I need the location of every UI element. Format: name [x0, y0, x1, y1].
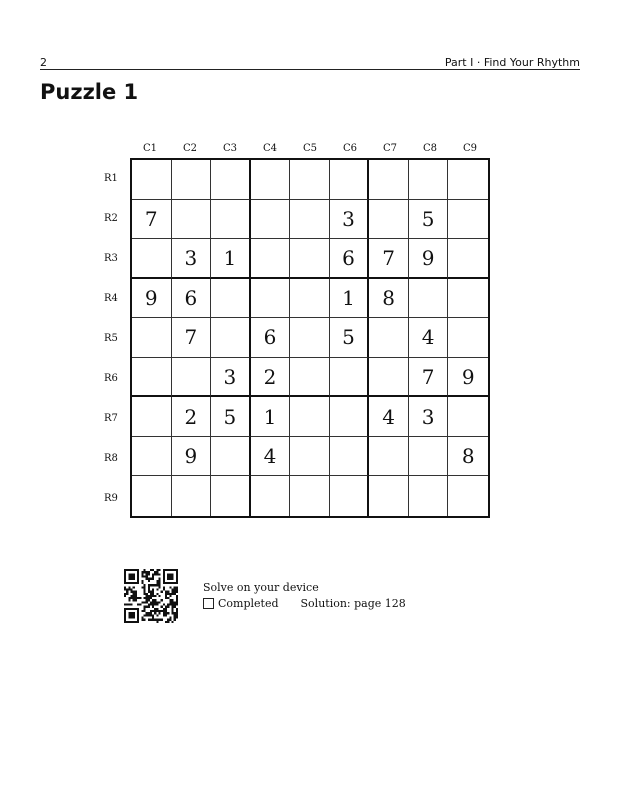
empty-cell[interactable]	[448, 200, 488, 240]
given-cell[interactable]: 5	[409, 200, 449, 240]
puzzle-title: Puzzle 1	[40, 80, 139, 104]
empty-cell[interactable]	[290, 476, 330, 516]
column-label: C9	[462, 143, 477, 154]
given-cell[interactable]: 3	[409, 397, 449, 437]
given-cell[interactable]: 5	[330, 318, 370, 358]
completed-checkbox[interactable]	[203, 598, 214, 609]
empty-cell[interactable]	[290, 239, 330, 279]
empty-cell[interactable]	[251, 239, 291, 279]
empty-cell[interactable]	[132, 397, 172, 437]
empty-cell[interactable]	[330, 437, 370, 477]
empty-cell[interactable]	[251, 279, 291, 319]
empty-cell[interactable]	[290, 160, 330, 200]
qr-code-icon	[124, 569, 178, 623]
row-labels	[104, 158, 130, 518]
given-cell[interactable]: 7	[409, 358, 449, 398]
empty-cell[interactable]	[172, 160, 212, 200]
given-cell[interactable]: 5	[211, 397, 251, 437]
column-label: C1	[142, 143, 157, 154]
given-cell[interactable]: 3	[172, 239, 212, 279]
empty-cell[interactable]	[448, 318, 488, 358]
empty-cell[interactable]	[290, 318, 330, 358]
given-cell[interactable]: 8	[448, 437, 488, 477]
header-rule	[40, 69, 580, 70]
given-cell[interactable]: 2	[251, 358, 291, 398]
row-label: R3	[104, 252, 118, 264]
empty-cell[interactable]	[211, 160, 251, 200]
empty-cell[interactable]	[132, 160, 172, 200]
empty-cell[interactable]	[448, 397, 488, 437]
row-label: R7	[104, 412, 118, 424]
empty-cell[interactable]	[132, 476, 172, 516]
empty-cell[interactable]	[369, 318, 409, 358]
given-cell[interactable]: 7	[132, 200, 172, 240]
given-cell[interactable]: 7	[369, 239, 409, 279]
empty-cell[interactable]	[369, 358, 409, 398]
column-label: C5	[302, 143, 317, 154]
row-label: R2	[104, 212, 118, 224]
column-label: C6	[342, 143, 357, 154]
column-label: C8	[422, 143, 437, 154]
footer-status-line	[203, 597, 406, 610]
empty-cell[interactable]	[290, 358, 330, 398]
row-label: R8	[104, 452, 118, 464]
given-cell[interactable]: 9	[172, 437, 212, 477]
empty-cell[interactable]	[369, 437, 409, 477]
empty-cell[interactable]	[132, 318, 172, 358]
empty-cell[interactable]	[132, 437, 172, 477]
empty-cell[interactable]	[330, 397, 370, 437]
row-label: R5	[104, 332, 118, 344]
empty-cell[interactable]	[409, 160, 449, 200]
empty-cell[interactable]	[211, 476, 251, 516]
empty-cell[interactable]	[409, 279, 449, 319]
given-cell[interactable]: 1	[251, 397, 291, 437]
empty-cell[interactable]	[251, 476, 291, 516]
empty-cell[interactable]	[172, 476, 212, 516]
given-cell[interactable]: 6	[330, 239, 370, 279]
row-label: R6	[104, 372, 118, 384]
empty-cell[interactable]	[251, 200, 291, 240]
empty-cell[interactable]	[330, 160, 370, 200]
empty-cell[interactable]	[132, 358, 172, 398]
given-cell[interactable]: 2	[172, 397, 212, 437]
given-cell[interactable]: 4	[409, 318, 449, 358]
column-label: C4	[262, 143, 277, 154]
column-label: C3	[222, 143, 237, 154]
given-cell[interactable]: 7	[172, 318, 212, 358]
column-label: C2	[182, 143, 197, 154]
given-cell[interactable]: 8	[369, 279, 409, 319]
empty-cell[interactable]	[448, 476, 488, 516]
given-cell[interactable]: 6	[251, 318, 291, 358]
empty-cell[interactable]	[172, 200, 212, 240]
solve-on-device-text: Solve on your device	[203, 581, 319, 594]
empty-cell[interactable]	[448, 239, 488, 279]
empty-cell[interactable]	[330, 476, 370, 516]
empty-cell[interactable]	[409, 437, 449, 477]
row-label: R4	[104, 292, 118, 304]
given-cell[interactable]: 1	[330, 279, 370, 319]
given-cell[interactable]: 4	[369, 397, 409, 437]
empty-cell[interactable]	[211, 200, 251, 240]
empty-cell[interactable]	[211, 437, 251, 477]
empty-cell[interactable]	[290, 279, 330, 319]
column-label: C7	[382, 143, 397, 154]
empty-cell[interactable]	[211, 318, 251, 358]
empty-cell[interactable]	[211, 279, 251, 319]
solution-reference: Solution: page 128	[300, 597, 406, 610]
given-cell[interactable]: 3	[211, 358, 251, 398]
empty-cell[interactable]	[369, 200, 409, 240]
empty-cell[interactable]	[448, 279, 488, 319]
empty-cell[interactable]	[290, 200, 330, 240]
given-cell[interactable]: 6	[172, 279, 212, 319]
empty-cell[interactable]	[330, 358, 370, 398]
empty-cell[interactable]	[251, 160, 291, 200]
empty-cell[interactable]	[409, 476, 449, 516]
given-cell[interactable]: 9	[409, 239, 449, 279]
empty-cell[interactable]	[132, 239, 172, 279]
empty-cell[interactable]	[290, 437, 330, 477]
sudoku-grid	[130, 158, 490, 518]
column-labels	[130, 143, 490, 157]
given-cell[interactable]: 1	[211, 239, 251, 279]
section-title: Part I · Find Your Rhythm	[444, 56, 580, 69]
empty-cell[interactable]	[369, 160, 409, 200]
page-number: 2	[40, 56, 47, 69]
given-cell[interactable]: 9	[448, 358, 488, 398]
empty-cell[interactable]	[448, 160, 488, 200]
given-cell[interactable]: 4	[251, 437, 291, 477]
given-cell[interactable]: 9	[132, 279, 172, 319]
empty-cell[interactable]	[290, 397, 330, 437]
empty-cell[interactable]	[172, 358, 212, 398]
row-label: R9	[104, 492, 118, 504]
completed-label: Completed	[218, 597, 279, 610]
given-cell[interactable]: 3	[330, 200, 370, 240]
empty-cell[interactable]	[369, 476, 409, 516]
row-label: R1	[104, 172, 118, 184]
